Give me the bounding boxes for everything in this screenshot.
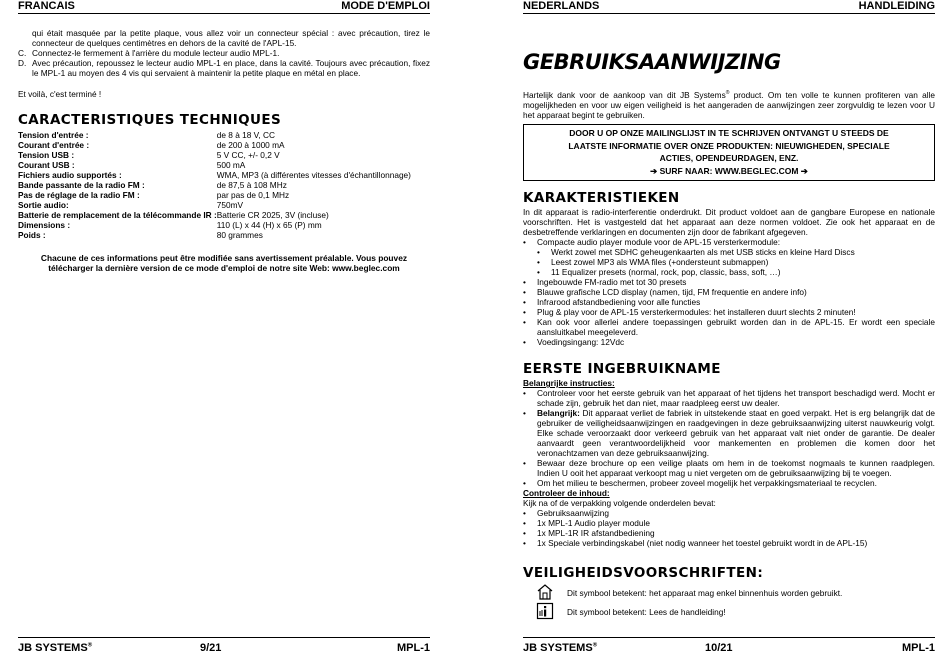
spec-value: par pas de 0,1 MHz [216, 190, 290, 200]
registered-mark: ® [87, 642, 93, 649]
installation-step [18, 28, 430, 48]
spec-label: Pas de réglage de la radio FM : [18, 190, 140, 200]
mailing-list-line: ACTIES, OPENDEURDAGEN, ENZ. [659, 153, 799, 163]
spec-label: Sortie audio: [18, 200, 69, 210]
instruction-emphasis: Belangrijk: [537, 408, 580, 418]
spec-label: Courant USB : [18, 160, 75, 170]
header-manual-title: HANDLEIDING [858, 0, 935, 12]
safety-title: VEILIGHEIDSVOORSCHRIFTEN: [523, 565, 764, 581]
contents-label: Controleer de inhoud: [523, 488, 610, 498]
instruction-item [523, 408, 935, 458]
feature-item [523, 307, 935, 317]
bullet-icon: • [523, 538, 526, 548]
feature-item [523, 237, 935, 247]
page-footer [18, 637, 430, 654]
contents-text: 1x Speciale verbindingskabel (niet nodig wanneer het toestel gebruikt wordt in de APL-15) [537, 538, 868, 548]
website-link[interactable]: ➔ SURF NAAR: WWW.BEGLEC.COM ➔ [650, 165, 808, 176]
left-page [18, 0, 430, 654]
contents-item [523, 538, 935, 548]
mailing-list-box [523, 124, 935, 181]
spec-row [18, 160, 411, 170]
feature-item [537, 267, 935, 277]
spec-row [18, 140, 411, 150]
step-text: Connectez-le fermement à l'arrière du module lecteur audio MPL-1. [32, 48, 280, 58]
features-title: KARAKTERISTIEKEN [523, 190, 680, 206]
first-use-title: EERSTE INGEBRUIKNAME [523, 361, 721, 377]
contents-text: 1x MPL-1R IR afstandbediening [537, 528, 655, 538]
footer-page-number: 10/21 [705, 642, 733, 654]
important-label: Belangrijke instructies: [523, 378, 615, 388]
instruction-text: Om het milieu te beschermen, probeer zoveel mogelijk het verpakkingsmateriaal te recyclen. [537, 478, 877, 488]
indoor-symbol-text: Dit symbool betekent: het apparaat mag enkel binnenhuis worden gebruikt. [567, 588, 843, 598]
spec-value: 110 (L) x 44 (H) x 65 (P) mm [216, 220, 322, 230]
feature-text: Werkt zowel met SDHC geheugenkaarten als met USB sticks en kleine Hard Discs [551, 247, 855, 257]
instruction-item [523, 478, 935, 488]
spec-row [18, 200, 411, 210]
bullet-icon: • [523, 458, 526, 468]
spec-value: de 8 à 18 V, CC [216, 130, 276, 140]
features-list [523, 237, 935, 347]
page-header [18, 0, 430, 14]
installation-step-list [18, 28, 430, 78]
footer-model: MPL-1 [902, 642, 935, 654]
instruction-text: Dit apparaat verliet de fabriek in uitstekende staat en goed verpakt. Het is erg belangrijk dat de gebruiker de veiligheidsaanwijzingen en raadgevingen in deze gebruiksaanwijzing uiterst nauwkeurig volgt. Elke schade veroorzaakt door verkeerd gebruik van het apparaat valt niet onder de garantie. De dealer aanvaardt geen verantwoordelijkheid voor mankementen en problemen die komen door het veronachtzamen van deze gebruiksaanwijzing. [537, 408, 935, 458]
spec-label: Dimensions : [18, 220, 71, 230]
contents-intro: Kijk na of de verpakking volgende onderdelen bevat: [523, 498, 716, 508]
features-section [523, 237, 935, 347]
page-title: GEBRUIKSAANWIJZING [523, 50, 781, 74]
feature-text: Leest zowel MP3 als WMA files (+ondersteunt submappen) [551, 257, 769, 267]
right-page [523, 0, 935, 654]
instruction-item [523, 388, 935, 408]
step-marker: C. [18, 48, 27, 58]
spec-value: 750mV [216, 200, 244, 210]
intro-text: Hartelijk dank voor de aankoop van dit JB Systems® product. Om ten volle te kunnen profiteren van alle mogelijkheden en voor uw eigen veiligheid is het aangeraden de aanwijzingen zeer zorgvuldig te lezen voor U het apparaat begint te gebruiken. [523, 89, 935, 120]
bullet-icon: • [523, 317, 526, 327]
feature-item [523, 317, 935, 337]
header-manual-title: MODE D'EMPLOI [341, 0, 430, 12]
bullet-icon: • [537, 247, 540, 257]
bullet-icon: • [523, 237, 526, 247]
feature-text: Blauwe grafische LCD display (namen, tijd, FM frequentie en andere info) [537, 287, 807, 297]
feature-text: Infrarood afstandbediening voor alle functies [537, 297, 701, 307]
feature-item [523, 277, 935, 287]
feature-item [523, 337, 935, 347]
footer-brand: JB SYSTEMS® [18, 642, 93, 654]
contents-text: 1x MPL-1 Audio player module [537, 518, 650, 528]
spec-row [18, 180, 411, 190]
bullet-icon: • [523, 388, 526, 398]
read-manual-icon [536, 602, 554, 620]
spec-value: 500 mA [216, 160, 246, 170]
header-language: FRANCAIS [18, 0, 75, 12]
spec-row [18, 150, 411, 160]
contents-list [523, 508, 935, 548]
done-text: Et voilà, c'est terminé ! [18, 89, 102, 99]
mailing-list-line: DOOR U OP ONZE MAILINGLIJST IN TE SCHRIJVEN ONTVANGT U STEEDS DE [569, 128, 889, 138]
bullet-icon: • [523, 297, 526, 307]
spec-label: Tension d'entrée : [18, 130, 89, 140]
page-header [523, 0, 935, 14]
page-footer [523, 637, 935, 654]
spec-label: Bande passante de la radio FM : [18, 180, 145, 190]
registered-mark: ® [592, 642, 598, 649]
important-list [523, 388, 935, 488]
spec-row [18, 170, 411, 180]
footer-brand: JB SYSTEMS® [523, 642, 598, 654]
manual-symbol-text: Dit symbool betekent: Lees de handleiding! [567, 607, 726, 617]
spec-row [18, 220, 411, 230]
contents-item [523, 518, 935, 528]
spec-value: Batterie CR 2025, 3V (incluse) [216, 210, 329, 220]
contents-item [523, 528, 935, 538]
footer-model: MPL-1 [397, 642, 430, 654]
spec-row [18, 210, 411, 220]
step-marker: D. [18, 58, 27, 68]
bullet-icon: • [523, 287, 526, 297]
instruction-text: Controleer voor het eerste gebruik van het apparaat of het tijdens het transport beschadigd werd. Mocht er schade zijn, gebruik het dan niet, maar raadpleeg eerst uw dealer. [537, 388, 935, 408]
feature-text: Compacte audio player module voor de APL-15 versterkermodule: [537, 237, 781, 247]
bullet-icon: • [537, 267, 540, 277]
feature-item [537, 257, 935, 267]
spec-label: Tension USB : [18, 150, 75, 160]
feature-item [523, 287, 935, 297]
spec-label: Courant d'entrée : [18, 140, 90, 150]
feature-text: 11 Equalizer presets (normal, rock, pop, classic, bass, soft, …) [551, 267, 781, 277]
spec-label: Fichiers audio supportés : [18, 170, 122, 180]
contents-text: Gebruiksaanwijzing [537, 508, 609, 518]
spec-value: 80 grammes [216, 230, 263, 240]
bullet-icon: • [523, 277, 526, 287]
features-intro: In dit apparaat is radio-interferentie onderdrukt. Dit product voldoet aan de gangbare Europese en nationale voorschriften. Het is vastgesteld dat het apparaat aan deze normen voldoet. Zie ook het apparaat en de desbetreffende verklaringen en documenten zijn door de fabrikant afgegeven. [523, 207, 935, 237]
spec-value: de 200 à 1000 mA [216, 140, 285, 150]
feature-item [537, 247, 935, 257]
installation-step [18, 58, 430, 78]
specs-table [18, 130, 411, 240]
indoor-use-icon [536, 583, 554, 601]
bullet-icon: • [537, 257, 540, 267]
spec-row [18, 230, 411, 240]
bullet-icon: • [523, 337, 526, 347]
spec-label: Batterie de remplacement de la télécommande IR : [18, 210, 217, 220]
feature-text: Plug & play voor de APL-15 versterkermodules: het installeren duurt slechts 2 minuten! [537, 307, 856, 317]
spec-row [18, 130, 411, 140]
feature-text: Ingebouwde FM-radio met tot 30 presets [537, 277, 687, 287]
feature-text: Kan ook voor allerlei andere toepassingen gebruikt worden dan in de APL-15. Er wordt een speciale aansluitkabel meegeleverd. [537, 317, 935, 337]
first-use-section [523, 378, 935, 548]
feature-text: Voedingsingang: 12Vdc [537, 337, 625, 347]
step-text: Avec précaution, repoussez le lecteur audio MPL-1 en place, dans la cavité. Toujours avec précaution, fixez le MPL-1 au moyen des 4 vis qui servaient à maintenir la petite plaque en métal en place. [32, 58, 430, 78]
spec-value: 5 V CC, +/- 0,2 V [216, 150, 280, 160]
spec-label: Poids : [18, 230, 46, 240]
spec-value: de 87,5 à 108 MHz [216, 180, 287, 190]
footer-page-number: 9/21 [200, 642, 222, 654]
registered-mark: ® [725, 90, 730, 96]
installation-step [18, 48, 430, 58]
instruction-text: Bewaar deze brochure op een veilige plaats om hem in de toekomst nogmaals te kunnen raadplegen. Indien U ooit het apparaat verkoopt mag u niet vergeten om de gebruiksaanwijzing bij te voegen. [537, 458, 935, 478]
step-text: qui était masquée par la petite plaque, vous allez voir un connecteur spécial : avec précaution, tirez le connecteur de quelques centimètres en dehors de la cavité de l'APL-15. [32, 28, 430, 48]
bullet-icon: • [523, 528, 526, 538]
bullet-icon: • [523, 408, 526, 418]
contents-item [523, 508, 935, 518]
spec-row [18, 190, 411, 200]
bullet-icon: • [523, 478, 526, 488]
instruction-item [523, 458, 935, 478]
specs-title: CARACTERISTIQUES TECHNIQUES [18, 112, 282, 128]
bullet-icon: • [523, 518, 526, 528]
bullet-icon: • [523, 508, 526, 518]
bullet-icon: • [523, 307, 526, 317]
header-language: NEDERLANDS [523, 0, 600, 12]
mailing-list-line: LAATSTE INFORMATIE OVER ONZE PRODUKTEN: NIEUWIGHEDEN, SPECIALE [568, 140, 890, 151]
installation-steps [18, 28, 430, 78]
spec-value: WMA, MP3 (à différentes vitesses d'échantillonnage) [216, 170, 411, 180]
notice-text: Chacune de ces informations peut être modifiée sans avertissement préalable. Vous pouvez télécharger la dernière version de ce mode d'emploi de notre site Web: www.beglec.com [40, 253, 408, 273]
feature-item [523, 297, 935, 307]
